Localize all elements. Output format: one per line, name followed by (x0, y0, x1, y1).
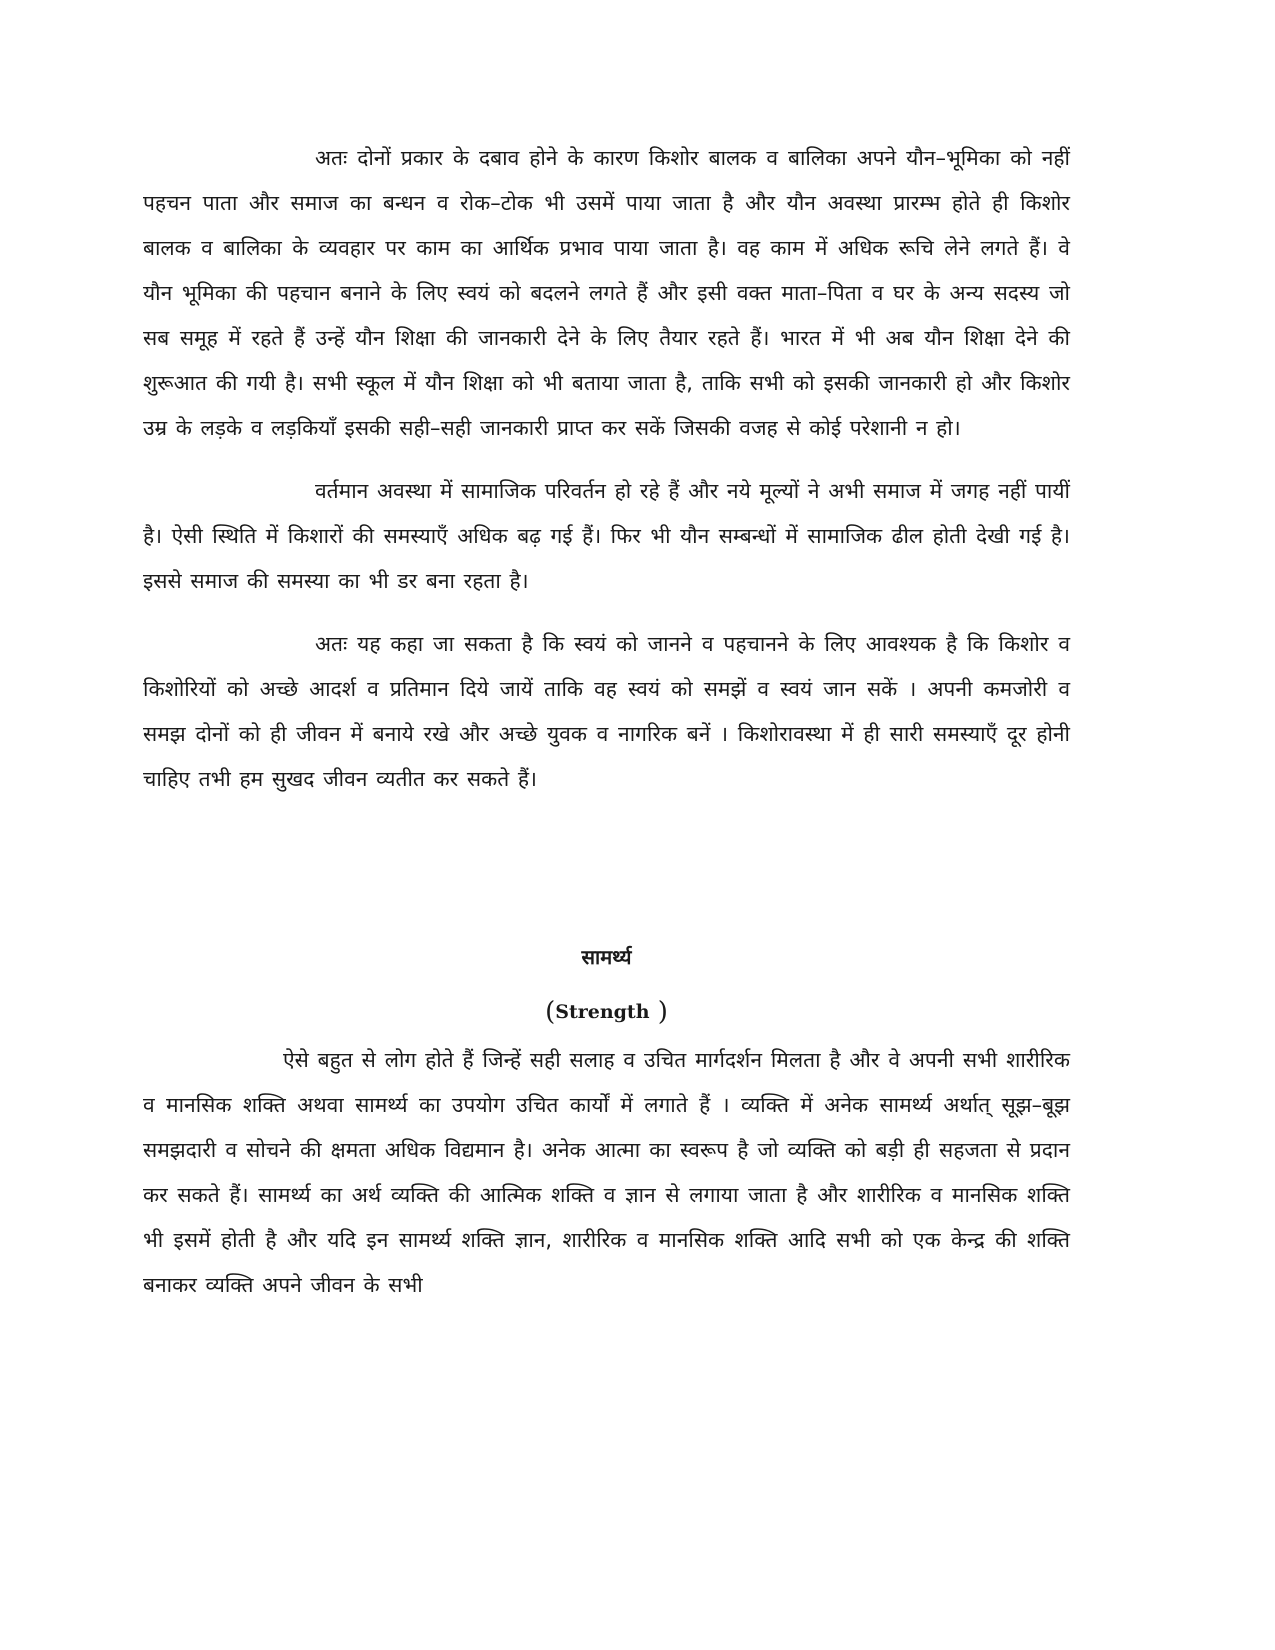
section-subheading (143, 994, 1070, 1030)
paragraph-conclusion: अतः यह कहा जा सकता है कि स्वयं को जानने व पहचानने के लिए आवश्यक है कि किशोर व किशोरियों को अच्छे आदर्श व प्रतिमान दिये जायें ताकि वह स्वयं को समझें व स्वयं जान सकें । अपनी कमजोरी व समझ दोनों को ही जीवन में बनाये रखे और अच्छे युवक व नागरिक बनें । किशोरावस्था में ही सारी समस्याएँ दूर होनी चाहिए तभी हम सुखद जीवन व्यतीत कर सकते हैं। (143, 632, 1070, 791)
section-spacer (143, 802, 1070, 937)
paragraph-social-change: वर्तमान अवस्था में सामाजिक परिवर्तन हो रहे हैं और नये मूल्यों ने अभी समाज में जगह नहीं पायीं है। ऐसी स्थिति में किशारों की समस्याएँ अधिक बढ़ गई हैं। फिर भी यौन सम्बन्धों में सामाजिक ढील होती देखी गई है। इससे समाज की समस्या का भी डर बना रहता है। (143, 479, 1070, 593)
subheading-text: Strength (555, 1001, 650, 1023)
document-page (143, 136, 1070, 1308)
subheading-open-paren: ( (545, 997, 556, 1027)
paragraph-strength-intro: ऐसे बहुत से लोग होते हैं जिन्हें सही सलाह व उचित मार्गदर्शन मिलता है और वे अपनी सभी शारीरिक व मानसिक शक्ति अथवा सामर्थ्य का उपयोग उचित कार्यों में लगाते हैं । व्यक्ति में अनेक सामर्थ्य अर्थात् सूझ–बूझ समझदारी व सोचने की क्षमता अधिक विद्यमान है। अनेक आत्मा का स्वरूप है जो व्यक्ति को बड़ी ही सहजता से प्रदान कर सकते हैं। सामर्थ्य का अर्थ व्यक्ति की आत्मिक शक्ति व ज्ञान से लगाया जाता है और शारीरिक व मानसिक शक्ति भी इसमें होती है और यदि इन सामर्थ्य शक्ति ज्ञान, शारीरिक व मानसिक शक्ति आदि सभी को एक केन्द्र की शक्ति बनाकर व्यक्ति अपने जीवन के सभी (143, 1048, 1070, 1297)
paragraph-sex-role-pressure: अतः दोनों प्रकार के दबाव होने के कारण किशोर बालक व बालिका अपने यौन–भूमिका को नहीं पहचन पाता और समाज का बन्धन व रोक–टोक भी उसमें पाया जाता है और यौन अवस्था प्रारम्भ होते ही किशोर बालक व बालिका के व्यवहार पर काम का आर्थिक प्रभाव पाया जाता है। वह काम में अधिक रूचि लेने लगते हैं। वे यौन भूमिका की पहचान बनाने के लिए स्वयं को बदलने लगते हैं और इसी वक्त माता–पिता व घर के अन्य सदस्य जो सब समूह में रहते हैं उन्हें यौन शिक्षा की जानकारी देने के लिए तैयार रहते हैं। भारत में भी अब यौन शिक्षा देने की शुरूआत की गयी है। सभी स्कूल में यौन शिक्षा को भी बताया जाता है, ताकि सभी को इसकी जानकारी हो और किशोर उम्र के लड़के व लड़कियाँ इसकी सही–सही जानकारी प्राप्त कर सकें जिसकी वजह से कोई परेशानी न हो। (143, 146, 1070, 440)
subheading-close-paren: ) (649, 997, 668, 1027)
section-heading: सामर्थ्य (581, 945, 632, 969)
